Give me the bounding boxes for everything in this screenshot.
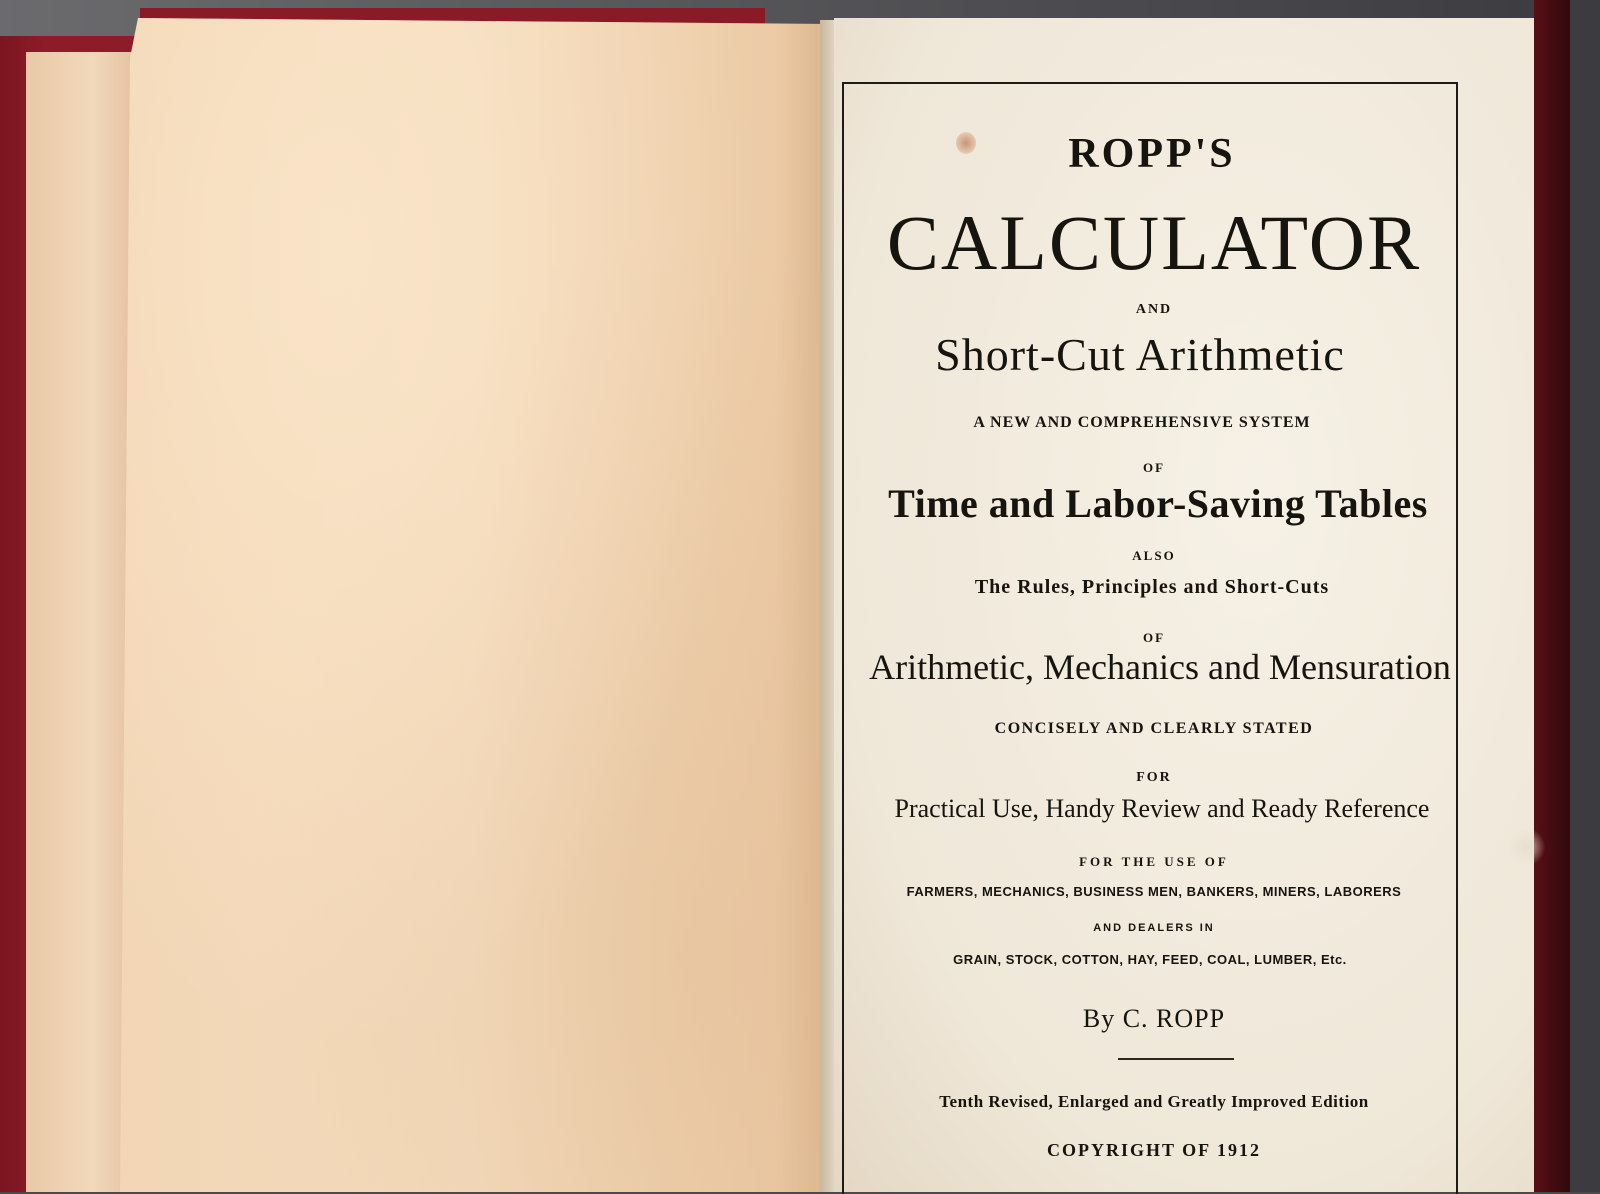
title-copyright: COPYRIGHT OF 1912 xyxy=(1046,1140,1261,1160)
title-line-of-2: OF xyxy=(1142,630,1166,645)
title-line-commodities: GRAIN, STOCK, COTTON, HAY, FEED, COAL, LUMBER, Etc. xyxy=(953,952,1347,967)
title-line-and: AND xyxy=(1135,302,1173,317)
title-line-professions: FARMERS, MECHANICS, BUSINESS MEN, BANKERS, MINERS, LABORERS xyxy=(906,884,1402,899)
title-line-for: FOR xyxy=(1136,770,1172,785)
title-line-dealers-in: AND DEALERS IN xyxy=(1093,922,1215,934)
title-line-arithmetic-mechanics: Arithmetic, Mechanics and Mensuration xyxy=(869,647,1451,687)
paper-stain xyxy=(1506,828,1546,866)
right-cover-edge xyxy=(1534,0,1570,1192)
title-line-short-cut-arithmetic: Short-Cut Arithmetic xyxy=(935,329,1345,380)
title-divider-rule xyxy=(1118,1058,1234,1060)
title-line-also: ALSO xyxy=(1132,548,1176,563)
title-line-new-system: A NEW AND COMPREHENSIVE SYSTEM xyxy=(973,414,1311,431)
title-line-time-labor-tables: Time and Labor-Saving Tables xyxy=(888,481,1428,526)
title-line-concisely-stated: CONCISELY AND CLEARLY STATED xyxy=(994,720,1314,737)
title-edition: Tenth Revised, Enlarged and Greatly Improved Edition xyxy=(939,1092,1369,1111)
left-endpaper xyxy=(26,52,138,1192)
title-line-rules-principles: The Rules, Principles and Short-Cuts xyxy=(974,576,1330,598)
title-line-calculator: CALCULATOR xyxy=(886,199,1422,286)
blank-flyleaf-page xyxy=(120,18,832,1192)
title-author: By C. ROPP xyxy=(1082,1004,1226,1033)
title-line-ropps: ROPP'S xyxy=(1068,131,1236,177)
title-line-practical-use: Practical Use, Handy Review and Ready Reference xyxy=(894,794,1430,823)
title-line-of: OF xyxy=(1142,460,1166,475)
title-line-for-the-use-of: FOR THE USE OF xyxy=(1079,854,1229,869)
